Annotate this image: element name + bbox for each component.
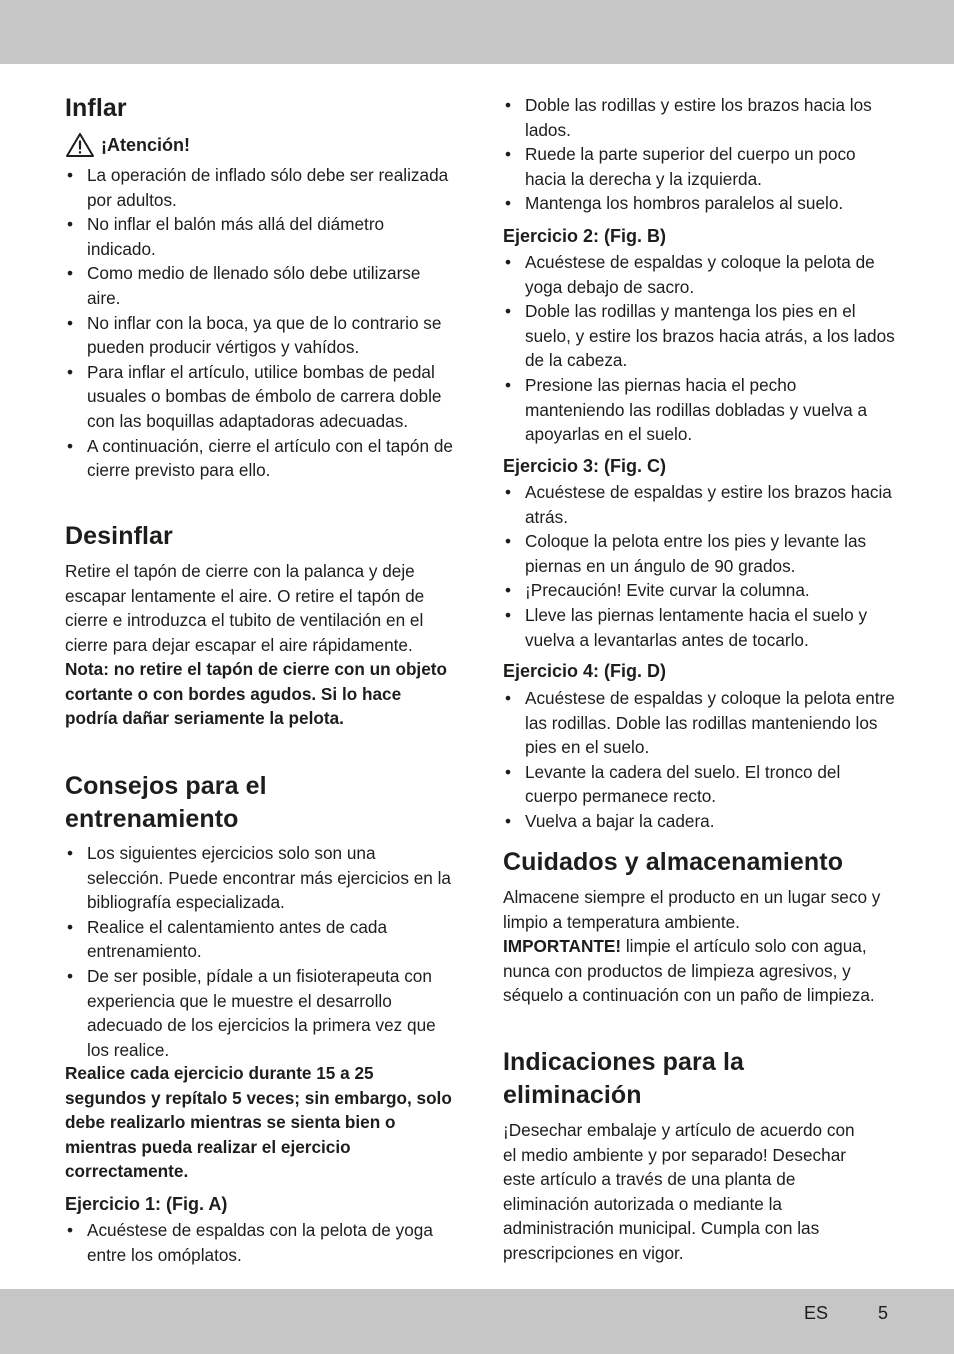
list-item: • Lleve las piernas lentamente hacia el suelo y vuelva a levantarlas antes de tocarlo. (503, 603, 895, 652)
list-item: • Coloque la pelota entre los pies y levante las piernas en un ángulo de 90 grados. (503, 529, 895, 578)
list-item: • Como medio de llenado sólo debe utilizarse aire. (65, 261, 455, 310)
list-item: • No inflar el balón más allá del diámetro indicado. (65, 212, 455, 261)
heading-ejercicio-2: Ejercicio 2: (Fig. B) (503, 226, 667, 246)
list-item: • Doble las rodillas y mantenga los pies en el suelo, y estire los brazos hacia atrás, a los lados de la cabeza. (503, 299, 895, 373)
list-item: • Realice el calentamiento antes de cada entrenamiento. (65, 915, 455, 964)
list-item: • Acuéstese de espaldas y coloque la pelota de yoga debajo de sacro. (503, 250, 895, 299)
desinflar-text: Retire el tapón de cierre con la palanca y deje escapar lentamente el aire. O retire el tapón de cierre e introduzca el tubito de ventilación en el cierre para dejar escapar el aire rápidamente. (65, 561, 425, 655)
consejos-bold-text: Realice cada ejercicio durante 15 a 25 segundos y repítalo 5 veces; sin embargo, solo debe realizarlo mientras se sienta bien o mientras pueda realizar el ejercicio correctamente. (65, 1063, 452, 1182)
warning-title: ¡Atención! (101, 134, 190, 155)
warning-heading (65, 132, 455, 158)
list-item: • A continuación, cierre el artículo con el tapón de cierre previsto para ello. (65, 434, 455, 483)
consejos-list (65, 841, 455, 1062)
important-label: IMPORTANTE! (503, 936, 622, 956)
list-item: • Mantenga los hombros paralelos al suelo. (503, 191, 895, 216)
ejercicio-3-list (503, 480, 895, 652)
warning-triangle-icon (65, 132, 95, 158)
header-band (0, 0, 954, 64)
list-item: • ¡Precaución! Evite curvar la columna. (503, 578, 895, 603)
cuidados-text: Almacene siempre el producto en un lugar seco y limpio a temperatura ambiente. (503, 887, 881, 932)
footer-language: ES (804, 1303, 829, 1323)
heading-eliminacion: Indicaciones para la eliminación (503, 1048, 744, 1109)
list-item: • Vuelva a bajar la cadera. (503, 809, 895, 834)
ejercicio-2-list (503, 250, 895, 447)
heading-inflar: Inflar (65, 94, 127, 122)
heading-ejercicio-1: Ejercicio 1: (Fig. A) (65, 1194, 228, 1214)
list-item: • Acuéstese de espaldas y estire los brazos hacia atrás. (503, 480, 895, 529)
heading-ejercicio-3: Ejercicio 3: (Fig. C) (503, 456, 667, 476)
desinflar-note: Nota: no retire el tapón de cierre con un objeto cortante o con bordes agudos. Si lo hace podría dañar seriamente la pelota. (65, 659, 447, 729)
ejercicio-1-list (65, 1218, 455, 1267)
ejercicio-4-list (503, 686, 895, 834)
footer-page-number: 5 (878, 1303, 889, 1323)
heading-cuidados: Cuidados y almacenamiento (503, 848, 844, 876)
list-item: • Los siguientes ejercicios solo son una selección. Puede encontrar más ejercicios en la bibliografía especializada. (65, 841, 455, 915)
list-item: • Para inflar el artículo, utilice bombas de pedal usuales o bombas de émbolo de carrera doble con las boquillas adaptadoras adecuadas. (65, 360, 455, 434)
heading-consejos: Consejos para el entrenamiento (65, 772, 267, 833)
list-item: • La operación de inflado sólo debe ser realizada por adultos. (65, 163, 455, 212)
list-item: • Levante la cadera del suelo. El tronco del cuerpo permanece recto. (503, 760, 895, 809)
important-text: limpie el artículo solo con agua, nunca con productos de limpieza agresivos, y séquelo a continuación con un paño de limpieza. (503, 936, 875, 1006)
heading-desinflar: Desinflar (65, 522, 173, 550)
ejercicio-1-list-continued (503, 93, 895, 216)
cuidados-important (503, 934, 895, 1008)
eliminacion-text: ¡Desechar embalaje y artículo de acuerdo con el medio ambiente y por separado! Desechar este artículo a través de una planta de eliminación autorizada o mediante la administración municipal. Cumpla con las prescripciones en vigor. (503, 1120, 855, 1263)
inflar-list (65, 163, 455, 483)
list-item: • Acuéstese de espaldas y coloque la pelota entre las rodillas. Doble las rodillas manteniendo los pies en el suelo. (503, 686, 895, 760)
list-item: • Presione las piernas hacia el pecho manteniendo las rodillas dobladas y vuelva a apoyarlas en el suelo. (503, 373, 895, 447)
list-item: • Acuéstese de espaldas con la pelota de yoga entre los omóplatos. (65, 1218, 455, 1267)
list-item: • De ser posible, pídale a un fisioterapeuta con experiencia que le muestre el desarrollo adecuado de los ejercicios la primera vez que los realice. (65, 964, 455, 1062)
list-item: • No inflar con la boca, ya que de lo contrario se pueden producir vértigos y vahídos. (65, 311, 455, 360)
heading-ejercicio-4: Ejercicio 4: (Fig. D) (503, 661, 667, 681)
list-item: • Doble las rodillas y estire los brazos hacia los lados. (503, 93, 895, 142)
list-item: • Ruede la parte superior del cuerpo un poco hacia la derecha y la izquierda. (503, 142, 895, 191)
